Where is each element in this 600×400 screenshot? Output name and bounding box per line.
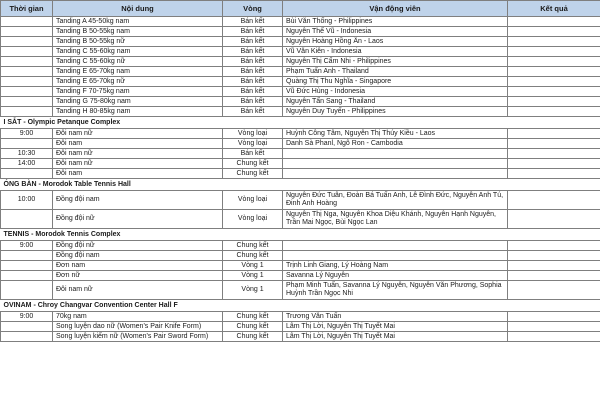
table-row [1,210,600,229]
cell-event: Đồng đội nam [53,251,223,261]
cell-athletes: Nguyễn Thị Cẩm Nhi - Philippines [283,57,508,67]
cell-event: Tanding G 75-80kg nam [53,97,223,107]
section-header [1,300,600,312]
cell-result [508,149,600,159]
table-row [1,241,600,251]
cell-time [1,67,53,77]
cell-event: Tanding A 45-50kg nam [53,17,223,27]
cell-time [1,261,53,271]
cell-event: Đồng đội nam [53,191,223,210]
table-row [1,97,600,107]
cell-event: Đôi nam [53,139,223,149]
cell-athletes: Nguyễn Tấn Sang - Thailand [283,97,508,107]
cell-event: Tanding F 70-75kg nam [53,87,223,97]
cell-time [1,169,53,179]
cell-athletes: Lâm Thị Lời, Nguyễn Thị Tuyết Mai [283,332,508,342]
section-header [1,117,600,129]
cell-round: Bán kết [223,47,283,57]
cell-athletes: Nguyễn Thế Vũ - Indonesia [283,27,508,37]
cell-time: 9:00 [1,129,53,139]
cell-round: Chung kết [223,251,283,261]
cell-event: Tanding B 50-55kg nữ [53,37,223,47]
cell-athletes: Vũ Đức Hùng - Indonesia [283,87,508,97]
cell-time: 10:00 [1,191,53,210]
cell-round: Bán kết [223,27,283,37]
table-row [1,271,600,281]
table-row [1,47,600,57]
cell-athletes: Bùi Văn Thống - Philippines [283,17,508,27]
cell-result [508,37,600,47]
section-title: TENNIS - Morodok Tennis Complex [1,229,600,241]
cell-round: Vòng loại [223,210,283,229]
cell-athletes: Trương Văn Tuấn [283,312,508,322]
cell-result [508,332,600,342]
cell-result [508,97,600,107]
cell-event: Tanding H 80-85kg nam [53,107,223,117]
cell-round: Chung kết [223,312,283,322]
cell-result [508,281,600,300]
cell-event: Song luyện dao nữ (Women's Pair Knife Form) [53,322,223,332]
cell-event: Đôi nam nữ [53,159,223,169]
table-row [1,57,600,67]
cell-athletes: Trịnh Linh Giang, Lý Hoàng Nam [283,261,508,271]
cell-round: Vòng loại [223,139,283,149]
header-event: Nội dung [53,1,223,17]
cell-athletes [283,241,508,251]
cell-result [508,271,600,281]
table-row [1,87,600,97]
cell-round: Vòng loại [223,191,283,210]
cell-result [508,210,600,229]
cell-result [508,47,600,57]
cell-result [508,261,600,271]
cell-athletes: Nguyễn Hoàng Hồng Ân - Laos [283,37,508,47]
cell-result [508,77,600,87]
table-row [1,332,600,342]
section-header [1,229,600,241]
cell-time [1,139,53,149]
table-row [1,27,600,37]
cell-round: Bán kết [223,149,283,159]
cell-round: Vòng 1 [223,281,283,300]
schedule-body [1,17,600,342]
cell-time [1,281,53,300]
cell-athletes: Lâm Thị Lời, Nguyễn Thị Tuyết Mai [283,322,508,332]
cell-event: Đôi nam nữ [53,129,223,139]
cell-time [1,322,53,332]
table-row [1,107,600,117]
cell-result [508,312,600,322]
cell-time [1,27,53,37]
cell-round: Bán kết [223,67,283,77]
cell-event: Đôi nam nữ [53,149,223,159]
section-title: OVINAM - Chroy Changvar Convention Center Hall F [1,300,600,312]
header-result: Kết quả [508,1,600,17]
cell-round: Chung kết [223,169,283,179]
table-row [1,169,600,179]
cell-result [508,169,600,179]
table-row [1,159,600,169]
cell-athletes: Phạm Minh Tuấn, Savanna Lý Nguyễn, Nguyễn Văn Phương, Sophia Huỳnh Trần Ngọc Nhi [283,281,508,300]
cell-round: Bán kết [223,77,283,87]
section-header [1,179,600,191]
table-row [1,191,600,210]
cell-round: Bán kết [223,57,283,67]
cell-result [508,17,600,27]
cell-round: Chung kết [223,159,283,169]
section-title: ÓNG BÀN - Morodok Table Tennis Hall [1,179,600,191]
cell-athletes [283,149,508,159]
cell-result [508,191,600,210]
cell-athletes: Quàng Thị Thu Nghĩa - Singapore [283,77,508,87]
cell-time: 9:00 [1,312,53,322]
cell-round: Vòng 1 [223,271,283,281]
section-title: I SẮT - Olympic Petanque Complex [1,117,600,129]
table-row [1,149,600,159]
cell-time [1,17,53,27]
cell-athletes: Danh Sà Phanl, Ngô Ron - Cambodia [283,139,508,149]
cell-result [508,159,600,169]
cell-round: Vòng 1 [223,261,283,271]
table-row [1,261,600,271]
cell-time [1,251,53,261]
cell-event: Tanding E 65-70kg nữ [53,77,223,87]
cell-result [508,129,600,139]
cell-time [1,332,53,342]
cell-time [1,87,53,97]
table-row [1,139,600,149]
cell-result [508,322,600,332]
cell-athletes: Phạm Tuấn Anh - Thailand [283,67,508,77]
cell-result [508,27,600,37]
cell-round: Chung kết [223,332,283,342]
cell-athletes: Huỳnh Công Tâm, Nguyễn Thị Thúy Kiều - Laos [283,129,508,139]
cell-event: 70kg nam [53,312,223,322]
cell-time [1,57,53,67]
cell-time [1,47,53,57]
header-athletes: Vận động viên [283,1,508,17]
cell-event: Đồng đội nữ [53,241,223,251]
cell-result [508,67,600,77]
cell-athletes [283,251,508,261]
cell-time [1,210,53,229]
cell-athletes: Vũ Văn Kiên - Indonesia [283,47,508,57]
cell-athletes: Nguyễn Đức Tuân, Đoàn Bá Tuấn Anh, Lê Đình Đức, Nguyễn Anh Tú, Đinh Anh Hoàng [283,191,508,210]
table-row [1,322,600,332]
table-row [1,37,600,47]
cell-result [508,241,600,251]
cell-event: Tanding C 55-60kg nữ [53,57,223,67]
cell-athletes: Savanna Lý Nguyễn [283,271,508,281]
cell-time: 14:00 [1,159,53,169]
cell-result [508,107,600,117]
cell-athletes: Nguyễn Thị Nga, Nguyễn Khoa Diệu Khánh, Nguyễn Hạnh Nguyên, Trần Mai Ngọc, Bùi Ngọc Lan [283,210,508,229]
cell-event: Song luyện kiếm nữ (Women's Pair Sword Form) [53,332,223,342]
cell-athletes [283,159,508,169]
cell-time [1,37,53,47]
header-row [1,1,600,17]
cell-event: Đôi nam [53,169,223,179]
cell-round: Bán kết [223,107,283,117]
cell-time [1,97,53,107]
header-time: Thời gian [1,1,53,17]
table-row [1,77,600,87]
cell-round: Chung kết [223,322,283,332]
cell-event: Tanding E 65-70kg nam [53,67,223,77]
cell-event: Tanding B 50-55kg nam [53,27,223,37]
table-row [1,251,600,261]
cell-round: Bán kết [223,87,283,97]
table-row [1,17,600,27]
cell-result [508,251,600,261]
cell-time [1,107,53,117]
cell-result [508,57,600,67]
cell-time: 10:30 [1,149,53,159]
cell-time [1,271,53,281]
table-row [1,67,600,77]
cell-result [508,139,600,149]
table-row [1,312,600,322]
cell-time: 9:00 [1,241,53,251]
table-row [1,129,600,139]
cell-round: Bán kết [223,37,283,47]
cell-athletes [283,169,508,179]
cell-round: Chung kết [223,241,283,251]
cell-event: Đồng đội nữ [53,210,223,229]
cell-round: Vòng loại [223,129,283,139]
cell-event: Tanding C 55-60kg nam [53,47,223,57]
cell-athletes: Nguyễn Duy Tuyến - Philippines [283,107,508,117]
cell-event: Đơn nam [53,261,223,271]
table-row [1,281,600,300]
cell-time [1,77,53,87]
cell-round: Bán kết [223,17,283,27]
cell-result [508,87,600,97]
cell-round: Bán kết [223,97,283,107]
header-round: Vòng [223,1,283,17]
cell-event: Đôi nam nữ [53,281,223,300]
cell-event: Đơn nữ [53,271,223,281]
